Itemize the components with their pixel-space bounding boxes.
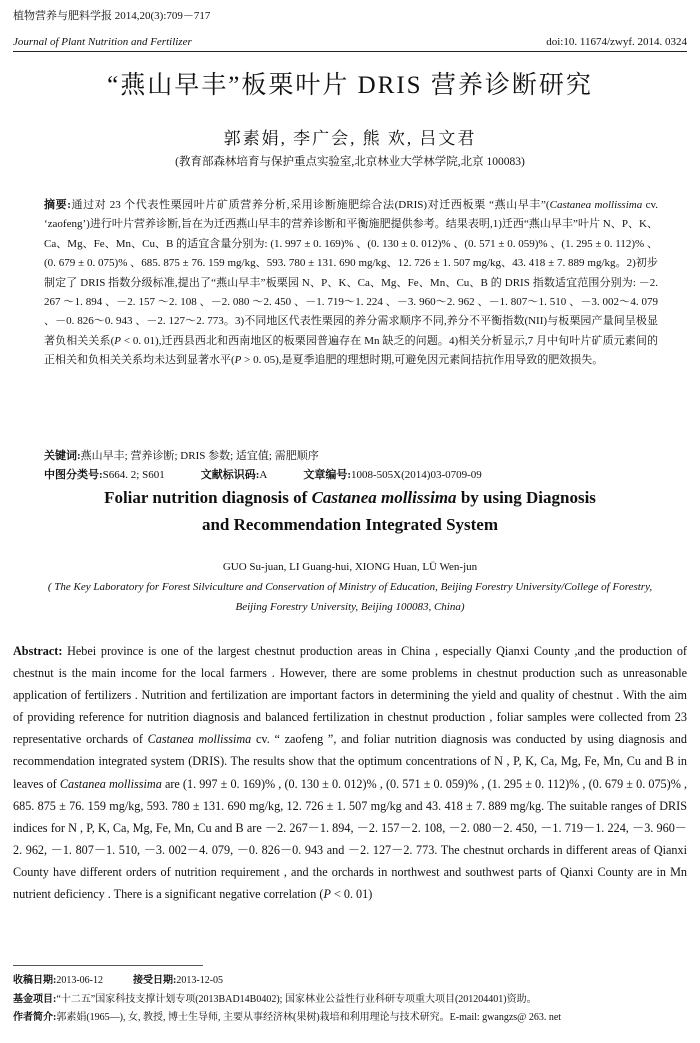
abstract-cn-p-symbol-1: P <box>114 334 122 347</box>
document-code <box>201 466 268 485</box>
author-bio-text: 郭素娟(1965—), 女, 教授, 博士生导师, 主要从事经济林(果树)栽培和利用理论与技术研究。E-mail: gwangzs@ 263. net <box>56 1012 562 1023</box>
article-id <box>303 466 481 485</box>
affiliation-en: ( The Key Laboratory for Forest Silviculture and Conservation of Ministry of Education, Beijing Forestry University/College of Forestry, Beijing Forestry University, Beijing 100083, China) <box>47 581 653 613</box>
title-cn: “燕山早丰”板栗叶片 DRIS 营养诊断研究 <box>107 72 593 99</box>
title-en-line-2: and Recommendation Integrated System <box>201 515 499 534</box>
keywords-cn <box>44 447 658 466</box>
abstract-en-text-3: are (1. 997 ± 0. 169)% , (0. 130 ± 0. 012)% , (0. 571 ± 0. 059)% , (1. 295 ± 0. 112)% , (0. 679 ± 0. 075)% , 685. 875 ± 76. 159 mg/kg, 593. 780 ± 131. 690 mg/kg, 12. 726 ± 1. 507 mg/kg and 43. 418 ± 7. 889 mg/kg. The suitable ranges of DRIS indices for N , P, K, Ca, Mg, Fe, Mn, Cu and B are －2. 267－1. 894, －2. 157－2. 108, －2. 080－2. 450, －1. 719－1. 224, －3. 960－2. 962, －1. 807－1. 510, －3. 002－4. 079, －0. 826－0. 943 and －2. 127－2. 773. The chestnut orchards in different areas of Qianxi County have different orders of nutrition requirement , and the orchards in northwest and southwest parts of Qianxi County are in Mn nutrient deficiency . There is a significant negative correlation ( <box>13 776 688 902</box>
title-en-part-2: by using Diagnosis <box>456 488 596 507</box>
clc-value: S664. 2; S601 <box>102 469 165 481</box>
title-en-part-1: Foliar nutrition diagnosis of <box>104 488 312 507</box>
doc-value: A <box>259 469 268 481</box>
received-date: 2013-06-12 <box>56 975 104 986</box>
doc-label: 文献标识码: <box>200 469 260 481</box>
clc-number <box>44 466 165 485</box>
doi: doi:10. 11674/zwyf. 2014. 0324 <box>546 36 687 48</box>
id-label: 文章编号: <box>303 469 352 481</box>
abstract-cn-p-symbol-2: P <box>234 354 242 367</box>
abstract-en <box>13 640 687 905</box>
id-value: 1008-505X(2014)03-0709-09 <box>351 469 482 481</box>
keywords-cn-label: 关键词: <box>44 450 81 462</box>
footnote-rule <box>13 965 203 966</box>
header-rule <box>13 51 687 52</box>
funding-text: “十二五”国家科技支撑计划专项(2013BAD14B0402); 国家林业公益性行业科研专项重大项目(201204401)资助。 <box>56 994 537 1005</box>
title-en <box>0 484 700 538</box>
abstract-en-p-symbol: P <box>323 887 331 902</box>
affiliation-cn: (教育部森林培育与保护重点实验室,北京林业大学林学院,北京 100083) <box>175 156 525 168</box>
abstract-cn-text-3: < 0. 01),迁西县西北和西南地区的板栗园普遍存在 Mn 缺乏的问题。4)相关分析显示,7 月中旬叶片矿质元素间的正相关和负相关关系均未达到显著水平( <box>44 334 658 367</box>
abstract-en-text-4: < 0. 01) <box>330 887 373 902</box>
classification-row <box>44 466 658 485</box>
footnote-dates <box>13 974 693 987</box>
received-label: 收稿日期: <box>13 975 57 986</box>
authors-cn: 郭素娟, 李广会, 熊 欢, 吕文君 <box>223 129 477 148</box>
abstract-cn-text-4: > 0. 05),是夏季追肥的理想时期,可避免因元素间拮抗作用导致的肥效损失。 <box>241 354 604 367</box>
journal-header-en: Journal of Plant Nutrition and Fertilizer <box>13 36 192 48</box>
footnote-funding <box>13 993 693 1006</box>
funding-label: 基金项目: <box>13 994 57 1005</box>
abstract-cn-text-2: cv. ‘zaofeng’)进行叶片营养诊断,旨在为迁西燕山早丰的营养诊断和平衡施肥提供参考。结果表明,1)迁西“燕山早丰”叶片 N、P、K、Ca、Mg、Fe、Mn、Cu、B 的适宜含量分别为: (1. 997 ± 0. 169)% 、(0. 130 ± 0. 012)% 、(0. 571 ± 0. 059)% 、(1. 295 ± 0. 112)% 、(0. 679 ± 0. 075)% 、685. 875 ± 76. 159 mg/kg、593. 780 ± 131. 690 mg/kg、12. 726 ± 1. 507 mg/kg、43. 418 ± 7. 889 mg/kg。2)初步制定了 DRIS 指数分级标准,提出了“燕山早丰”板栗园 N、P、K、Ca、Mg、Fe、Mn、Cu、B 的 DRIS 指数适宜范围分别为: －2. 267 ～1. 894 、－2. 157 ～2. 108 、－2. 080 ～2. 450 、－1. 719～1. 224 、－3. 960～2. 962 、－1. 807～1. 510 、－3. 002～4. 079 、－0. 826～0. 943 、－2. 127～2. 773。3)不同地区代表性栗园的养分需求顺序不同,养分不平衡指数(NII)与板栗园产量间呈极显著负相关关系( <box>44 199 659 347</box>
abstract-en-label: Abstract: <box>13 644 63 658</box>
authors-en: GUO Su-juan, LI Guang-hui, XIONG Huan, LÜ Wen-jun <box>222 561 478 573</box>
abstract-en-species-2: Castanea mollissima <box>59 776 162 791</box>
author-bio-label: 作者简介: <box>13 1012 57 1023</box>
journal-header-cn: 植物营养与肥料学报 2014,20(3):709－717 <box>13 10 211 22</box>
abstract-cn-species: Castanea mollissima <box>549 199 643 211</box>
keywords-cn-text: 燕山早丰; 营养诊断; DRIS 参数; 适宜值; 需肥顺序 <box>80 450 319 462</box>
footnote-author <box>13 1011 693 1024</box>
accepted-date: 2013-12-05 <box>176 975 224 986</box>
abstract-cn-text-1: 通过对 23 个代表性栗园叶片矿质营养分析,采用诊断施肥综合法(DRIS)对迁西板栗 “燕山早丰”( <box>70 199 550 211</box>
abstract-en-text-2: cv. “ zaofeng ”, and foliar nutrition diagnosis was conducted by using diagnosis and recommendation integrated system (DRIS). The results show that the optimum concentrations of N , P, K, Ca, Mg, Fe, Mn, Cu and B in leaves of <box>13 732 687 791</box>
journal-header-row <box>13 36 687 49</box>
accepted-label: 接受日期: <box>133 975 177 986</box>
abstract-en-text-1: Hebei province is one of the largest chestnut production areas in China , especially Qianxi County ,and the production of chestnut is the main income for the local farmers . However, there are some problems in chestnut production such as unreasonable application of fertilizers . Nutrition and fertilization are important factors in determining the yield and quality of chestnut . With the aim of providing reference for nutrition diagnosis and balanced fertilization in chestnut production , foliar samples were collected from 23 representative orchards of <box>13 644 687 747</box>
clc-label: 中图分类号: <box>44 469 103 481</box>
abstract-cn-label: 摘要: <box>44 199 71 211</box>
title-en-species: Castanea mollissima <box>311 488 457 507</box>
abstract-cn <box>44 196 658 371</box>
abstract-en-species-1: Castanea mollissima <box>147 732 252 747</box>
